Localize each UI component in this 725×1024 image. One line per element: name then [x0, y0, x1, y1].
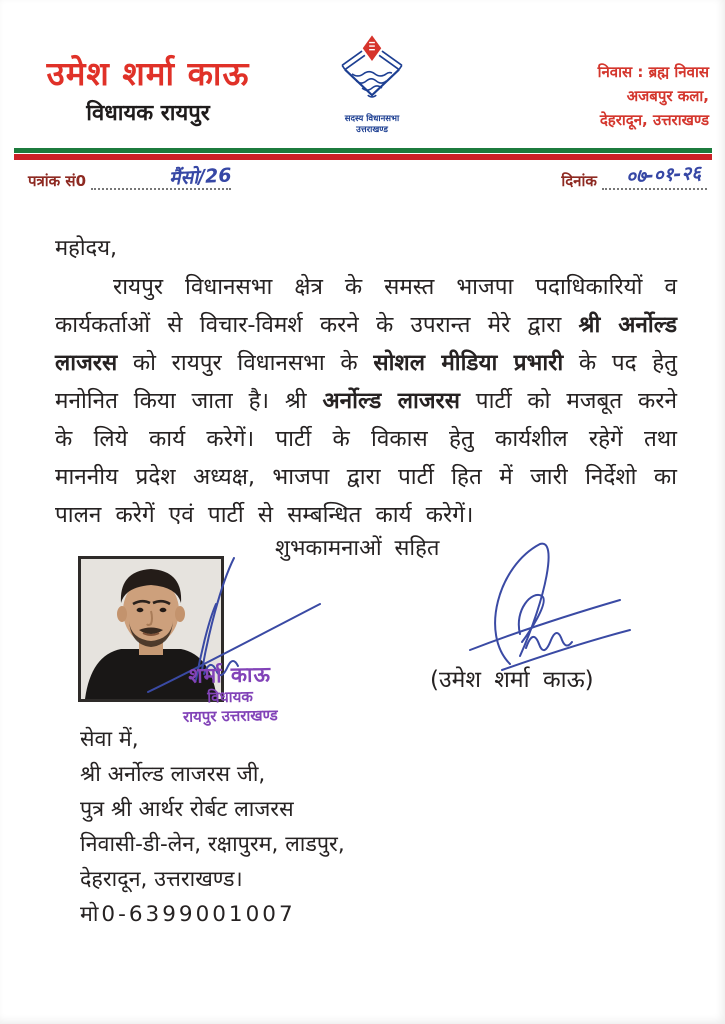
separator-red-stripe: [14, 154, 712, 160]
recipient-line-seva-mein: सेवा में,: [80, 727, 139, 752]
separator-green-stripe: [14, 148, 712, 153]
letter-body-paragraph: रायपुर विधानसभा क्षेत्र के समस्त भाजपा पदाधिकारियों व कार्यकर्ताओं से विचार-विमर्श करने के उपरान्त मेरे द्वारा श्री अर्नोल्ड लाजरस को रायपुर विधानसभा के सोशल मीडिया प्रभारी के पद हेतु मनोनित किया जाता है। श्री अर्नोल्ड लाजरस पार्टी को मजबूत करने के लिये कार्य करेगें। पार्टी के विकास हेतु कार्यशील रहेगें तथा माननीय प्रदेश अध्यक्ष, भाजपा द्वारा पार्टी हित में जारी निर्देशो का पालन करेगें एवं पार्टी से सम्बन्धित कार्य करेगें।: [55, 274, 677, 528]
reference-number-label: पत्रांक सं0: [28, 172, 87, 190]
reference-number-handwritten: मैंसो/26: [168, 164, 233, 190]
salutation: महोदय,: [55, 236, 117, 261]
stamp-designation-line: विधायक: [207, 687, 253, 707]
recipient-mobile-number: मो0-6399001007: [80, 902, 296, 927]
residence-address: [509, 60, 709, 132]
stamp-name-line: शर्मा काऊ: [188, 662, 272, 688]
signature-right: [462, 538, 642, 678]
assembly-emblem: [322, 34, 422, 137]
date-field: [561, 162, 707, 191]
emblem-caption-line1: सदस्य विधानसभा: [344, 114, 400, 124]
recipient-father-name: पुत्र श्री आर्थर रोर्बट लाजरस: [80, 797, 294, 822]
residence-line1: निवास : ब्रह्म निवास: [597, 63, 709, 81]
signer-name: (उमेश शर्मा काऊ): [430, 667, 594, 693]
recipient-address-line2: देहरादून, उत्तराखण्ड।: [80, 867, 243, 892]
recipient-address-line1: निवासी-डी-लेन, रक्षापुरम, लाडपुर,: [80, 832, 345, 857]
office-stamp: [139, 660, 320, 727]
recipient-address-block: [80, 722, 345, 932]
letterhead-name: उमेश शर्मा काऊ: [46, 54, 250, 93]
residence-line3: देहरादून, उत्तराखण्ड: [599, 111, 709, 129]
closing-line: शुभकामनाओं सहित: [275, 536, 440, 561]
letterhead-separator-bar: [14, 148, 712, 160]
residence-line2: अजबपुर कला,: [626, 87, 709, 105]
stamp-place-line: रायपुर उत्तराखण्ड: [182, 706, 278, 726]
reference-number-field: [28, 164, 233, 191]
date-label: दिनांक: [561, 172, 597, 190]
emblem-caption-line2: उत्तराखण्ड: [356, 125, 388, 136]
uttarakhand-emblem-icon: [336, 93, 408, 112]
reference-row: [28, 163, 707, 197]
recipient-name: श्री अर्नोल्ड लाजरस जी,: [80, 762, 266, 787]
date-handwritten: ०७-०१-२६: [625, 162, 702, 188]
letterhead-designation: विधायक रायपुर: [86, 101, 210, 126]
